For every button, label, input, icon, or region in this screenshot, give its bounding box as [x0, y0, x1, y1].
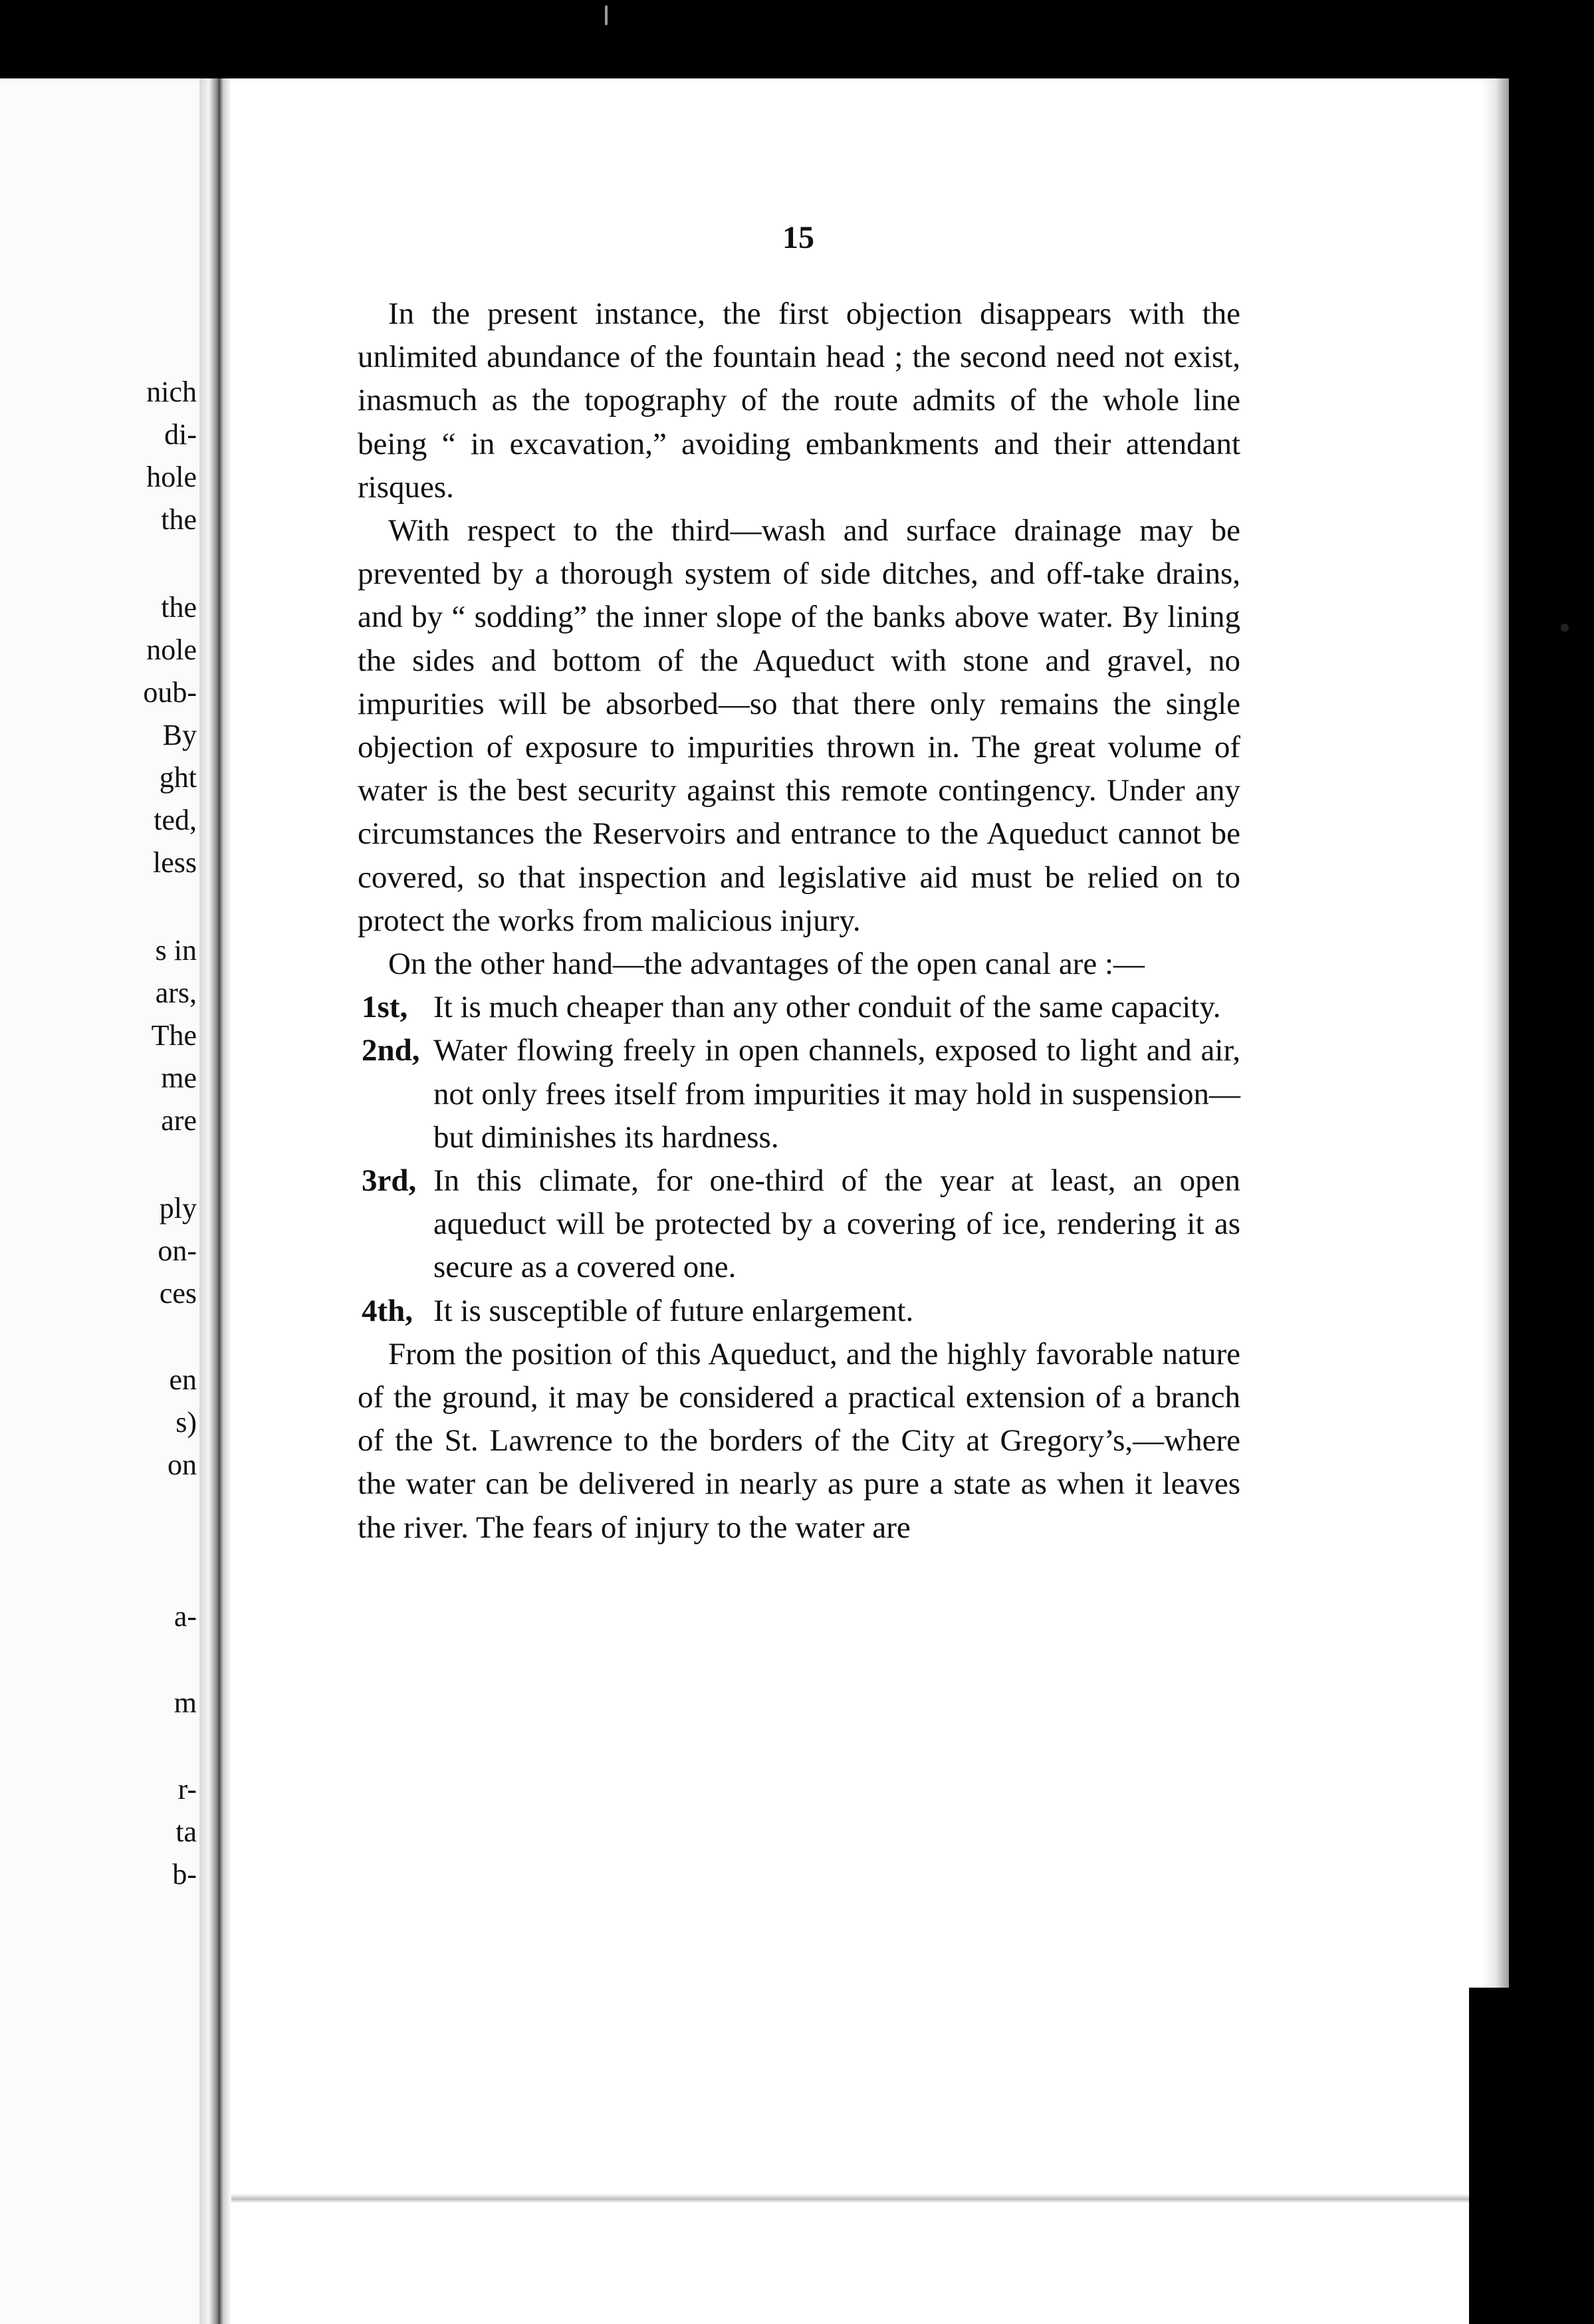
list-item-number: 2nd,	[362, 1033, 420, 1068]
previous-page-fragment: en	[169, 1363, 197, 1396]
previous-page-fragment: s in	[155, 934, 197, 967]
previous-page-fragment: nole	[146, 634, 197, 666]
previous-page-fragment: By	[162, 719, 197, 751]
paragraph: With respect to the third—wash and surface drainage may be prevented by a thorough system of side ditches, and off-take drains, and by “ sodding” the inner slope of the banks above water. By lining the sides and bottom of the Aqueduct with stone and gravel, no impurities will be absorbed—so that there only remains the single objection of exposure to impurities thrown in. The great volume of water is the best security against this remote contingency. Under any circumstances the Reservoirs and entrance to the Aqueduct cannot be covered, so that inspection and legislative aid must be relied on to protect the works from malicious injury.	[358, 513, 1240, 938]
previous-page-fragment: on	[168, 1449, 197, 1481]
previous-page-fragment: oub-	[143, 676, 197, 709]
page-number: 15	[782, 220, 814, 255]
previous-page-fragment: the	[161, 591, 197, 624]
previous-page-fragment: ted,	[154, 804, 197, 836]
paragraph: On the other hand—the advantages of the open canal are :—	[388, 947, 1145, 982]
previous-page-fragment: ars,	[155, 977, 197, 1009]
advantage-list-item	[358, 1290, 1240, 1333]
list-item-number: 1st,	[362, 990, 408, 1025]
page-bottom-margin	[231, 1988, 1509, 2324]
list-item-text: Water flowing freely in open channels, exposed to light and air, not only frees itself from impurities it may hold in suspension—but diminishes its hardness.	[433, 1033, 1240, 1155]
previous-page-fragment: r-	[177, 1773, 197, 1805]
book-gutter	[199, 78, 231, 2324]
advantage-list-item	[358, 1029, 1240, 1159]
previous-page-fragment: m	[173, 1686, 197, 1719]
previous-page-fragment: ght	[159, 761, 197, 794]
scan-border-top	[0, 0, 1594, 78]
scan-speck	[605, 5, 608, 25]
page-body-text	[358, 292, 1240, 1550]
list-item-number: 4th,	[362, 1293, 413, 1328]
previous-page-fragment: ces	[159, 1277, 197, 1310]
advantage-list-item	[358, 1159, 1240, 1290]
previous-page-fragment: me	[161, 1062, 197, 1094]
page-edge-shadow	[231, 2194, 1494, 2203]
previous-page-fragment: The	[151, 1019, 197, 1052]
paragraph: In the present instance, the first objection disappears with the unlimited abundance of the fountain head ; the second need not exist, inasmuch as the topography of the route admits of the whole line being “ in excavation,” avoiding embankments and their attendant risques.	[358, 296, 1240, 505]
list-item-text: It is susceptible of future enlargement.	[433, 1293, 914, 1328]
previous-page-fragment: hole	[146, 461, 197, 493]
previous-page-fragment: are	[161, 1104, 197, 1137]
previous-page-fragment: on-	[158, 1234, 197, 1267]
previous-page-fragment: s)	[175, 1406, 197, 1439]
previous-page-fragment: di-	[164, 418, 197, 451]
previous-page-fragment: nich	[146, 376, 197, 408]
list-item-number: 3rd,	[362, 1163, 417, 1199]
scan-border-right	[1509, 0, 1594, 2324]
previous-page-fragment: ta	[175, 1815, 197, 1848]
list-item-text: It is much cheaper than any other conduit of the same capacity.	[433, 990, 1221, 1025]
scan-border-bottom-right	[1469, 1988, 1509, 2324]
paragraph: From the position of this Aqueduct, and the highly favorable nature of the ground, it may be considered a practical extension of a branch of the St. Lawrence to the borders of the City at Gregory’s,—where the water can be delivered in nearly as pure a state as when it leaves the river. The fears of injury to the water are	[358, 1336, 1240, 1545]
previous-page-fragment: less	[153, 846, 197, 879]
previous-page-fragment: b-	[172, 1858, 197, 1891]
scan-speck	[1561, 624, 1569, 632]
advantage-list-item	[358, 986, 1240, 1029]
previous-page-fragment: a-	[173, 1600, 197, 1633]
previous-page-fragment: ply	[159, 1192, 197, 1224]
previous-page-fragment: the	[161, 503, 197, 536]
previous-page-edge	[0, 78, 199, 2324]
list-item-text: In this climate, for one-third of the year at least, an open aqueduct will be protected by a covering of ice, rendering it as secure as a covered one.	[433, 1163, 1240, 1285]
